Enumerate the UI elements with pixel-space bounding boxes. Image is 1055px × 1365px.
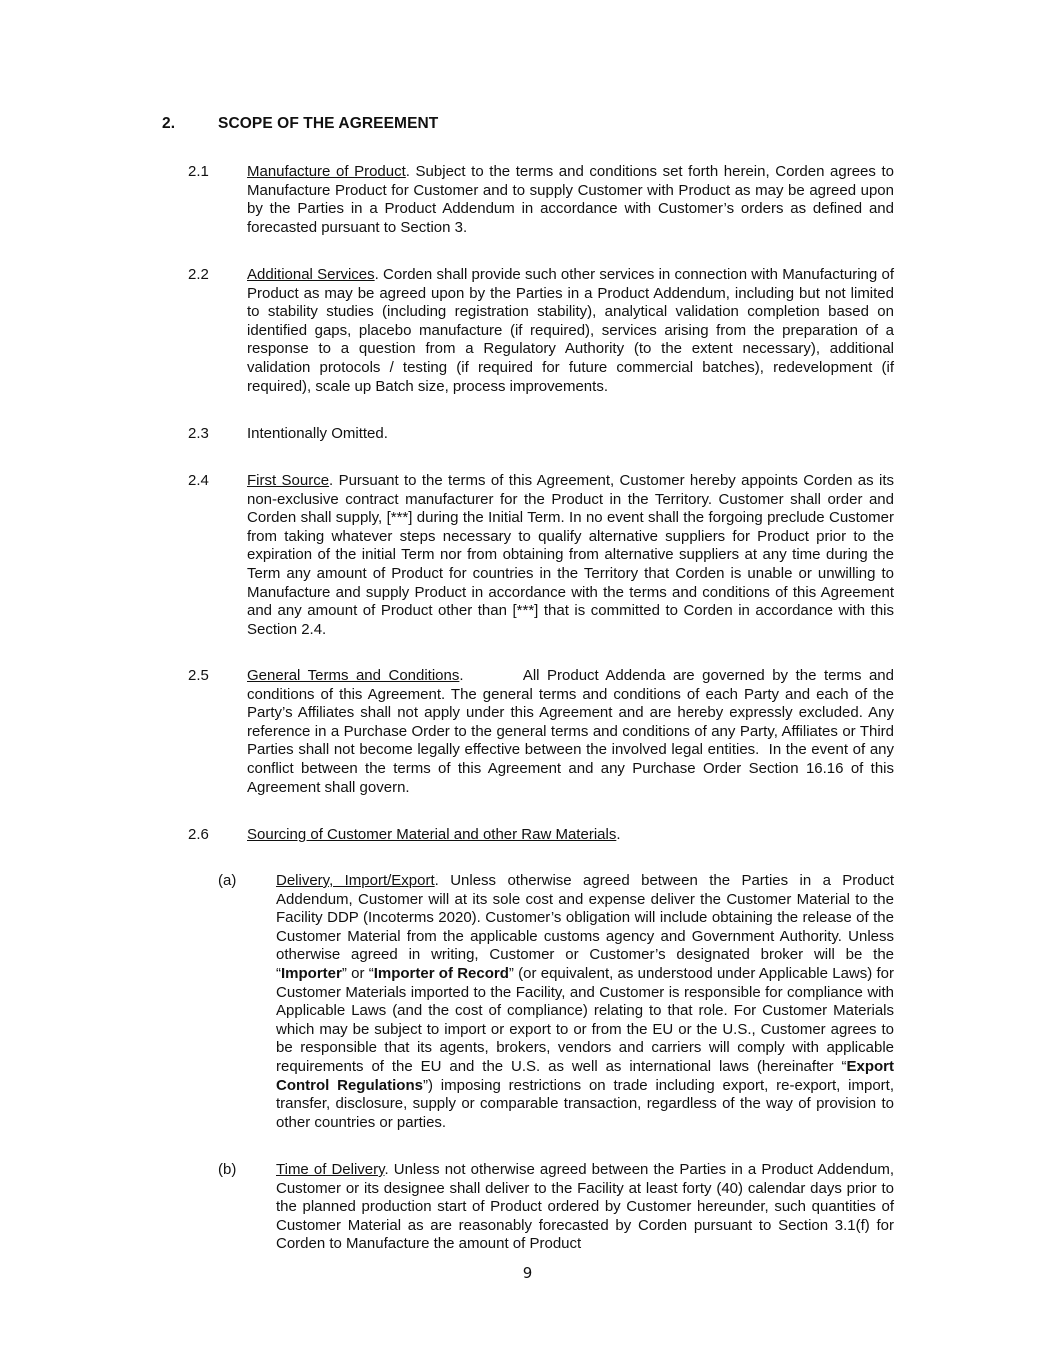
clause-text: . Pursuant to the terms of this Agreement, Customer hereby appoints Corden as its non-exclusive contract manufacturer for the Product in the Territory. Customer shall order and Corden shall supply, [***] during the Initial Term. In no event shall the forgoing preclude Customer from taking whatever steps necessary to qualify alternative suppliers for Product prior to the expiration of the initial Term nor from obtaining from alternative suppliers at any time during the Term any amount of Product for countries in the Territory that Corden is unable or unwilling to Manufacture and supply Product in accordance with the terms and conditions of this Agreement and any amount of Product other than [***] that is committed to Corden in accordance with this Section 2.4. bbox=[247, 472, 894, 638]
clause-2-6 bbox=[188, 826, 894, 845]
clause-body bbox=[247, 266, 894, 396]
clause-text: Intentionally Omitted. bbox=[247, 425, 388, 442]
clause-heading: First Source bbox=[247, 472, 330, 489]
subclause-text: ” or “ bbox=[341, 964, 374, 982]
clause-text: . All Product Addenda are governed by the terms and conditions of this Agreement. The general terms and conditions of each Party and each of the Party’s Affiliates shall not apply under this Agreement and are hereby expressly excluded. Any reference in a Purchase Order to the general terms and conditions of any Party, Affiliates or Third Parties shall not become legally effective between the involved legal entities. In the event of any conflict between the terms of this Agreement and any Purchase Order Section 16.16 of this Agreement shall govern. bbox=[247, 667, 899, 796]
clause-number: 2.2 bbox=[188, 266, 209, 283]
clause-heading: Manufacture of Product bbox=[247, 163, 406, 180]
subclause-number: (b) bbox=[218, 1161, 237, 1178]
clause-heading: Additional Services bbox=[247, 266, 375, 283]
clause-number: 2.3 bbox=[188, 425, 209, 442]
clause-heading: Sourcing of Customer Material and other Raw Materials bbox=[247, 826, 617, 843]
clause-2-5 bbox=[188, 667, 899, 797]
defined-term: Importer bbox=[281, 964, 342, 982]
clause-body bbox=[247, 425, 894, 444]
clause-number: 2.6 bbox=[188, 826, 209, 843]
clause-body bbox=[247, 472, 894, 639]
clause-number: 2.1 bbox=[188, 163, 209, 180]
clause-text: . bbox=[616, 826, 621, 843]
subclause-text: ”) imposing restrictions on trade including export, re-export, import, transfer, disclosure, supply or comparable transaction, regardless of the way of provision to other countries or parties. bbox=[276, 1076, 894, 1131]
clause-2-2 bbox=[188, 266, 894, 396]
subclause-text: . Unless not otherwise agreed between the Parties in a Product Addendum, Customer or its designee shall deliver to the Facility at least forty (40) calendar days prior to the planned production start of Product ordered by Customer hereunder, such quantities of Customer Material as are reasonably forecasted by Corden pursuant to Section 3.1(f) for Corden to Manufacture the amount of Product bbox=[276, 1161, 895, 1253]
clause-body bbox=[247, 826, 894, 845]
clause-2-1 bbox=[188, 163, 894, 237]
clause-body bbox=[247, 667, 899, 797]
subclause-body bbox=[276, 1161, 894, 1254]
clause-number: 2.4 bbox=[188, 472, 209, 489]
clause-body bbox=[247, 163, 894, 237]
clause-text: . Corden shall provide such other services in connection with Manufacturing of Product as may be agreed upon by the Parties in a Product Addendum, including but not limited to stability studies (including registration stability), analytical validation completion based on identified gaps, placebo manufacture (if required), services arising from the preparation of a response to a question from a Regulatory Authority (to the extent necessary), additional validation protocols / testing (if required for future commercial batches), redevelopment (if required), scale up Batch size, process improvements. bbox=[247, 266, 894, 395]
section-title: SCOPE OF THE AGREEMENT bbox=[218, 115, 439, 132]
section-heading bbox=[162, 115, 438, 133]
clause-heading: General Terms and Conditions bbox=[247, 667, 460, 684]
clause-2-4 bbox=[188, 472, 894, 639]
subclause-heading: Delivery, Import/Export bbox=[276, 872, 435, 889]
subclause-text: . Unless otherwise agreed between the Parties in a Product Addendum, Customer will at its sole cost and expense deliver the Customer Material to the Facility DDP (Incoterms 2020). Customer’s obligation will include obtaining the release of the Customer Material from the applicable customs agency and Government Authority. Unless otherwise agreed in writing, Customer or Customer’s designated broker will be the “ bbox=[276, 872, 894, 982]
subclause-heading: Time of Delivery bbox=[276, 1161, 385, 1178]
page-number: 9 bbox=[522, 1264, 533, 1282]
subclause-b bbox=[218, 1161, 894, 1254]
section-number: 2. bbox=[162, 115, 176, 132]
subclause-a bbox=[218, 872, 894, 1132]
clause-2-3 bbox=[188, 425, 894, 444]
defined-term: Export Control Regulations bbox=[276, 1057, 894, 1094]
clause-number: 2.5 bbox=[188, 667, 209, 684]
clause-text: . Subject to the terms and conditions set forth herein, Corden agrees to Manufacture Product for Customer and to supply Customer with Product as may be agreed upon by the Parties in a Product Addendum in accordance with Customer’s orders as defined and forecasted pursuant to Section 3. bbox=[247, 163, 894, 236]
defined-term: Importer of Record bbox=[373, 964, 509, 982]
subclause-number: (a) bbox=[218, 872, 237, 889]
subclause-body bbox=[276, 872, 894, 1132]
subclause-text: ” (or equivalent, as understood under Applicable Laws) for Customer Materials imported to the Facility, and Customer is responsible for compliance with Applicable Laws (and the cost of compliance) relating to that role. For Customer Materials which may be subject to import or export to or from the EU or the U.S., Customer agrees to be responsible that its agents, brokers, vendors and carriers will comply with applicable requirements of the EU and the U.S. as well as international laws (hereinafter “ bbox=[276, 964, 894, 1075]
